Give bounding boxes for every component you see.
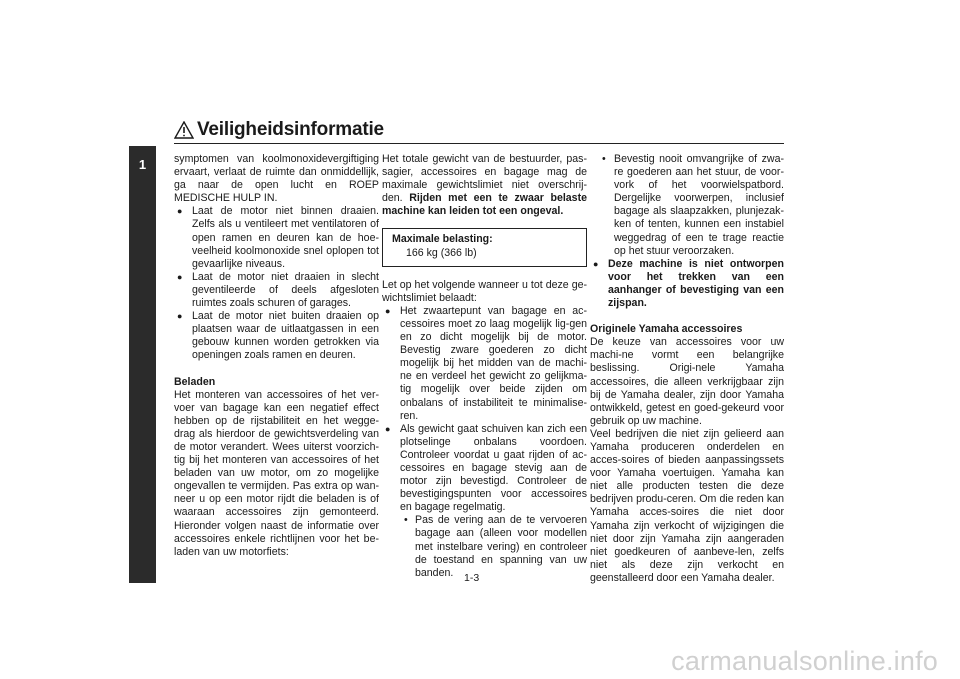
col2-lead: Let op het volgende wanneer u tot deze ge-wichtslimiet belaadt: [382,278,587,304]
section-title-beladen: Beladen [174,375,216,388]
list-item: • Bevestig nooit omvangrijke of zwa-re goederen aan het stuur, de voor-vork of het voorwielspatbord. Dergelijke voorwerpen, inclusief bagage als slaapzakken, plunjezak-ken of tenten, kunnen een instabiel weggedrag of een te trage reactie op het stuur veroorzaken. [590,153,784,258]
section-title-accessoires: Originele Yamaha accessoires [590,323,743,336]
col2-intro-warning: Rijden met een te zwaar belaste machine kan leiden tot een ongeval. [382,192,587,218]
list-item: ● Het zwaartepunt van bagage en ac-cessoires moet zo laag mogelijk lig-gen en zo dicht mogelijk bij de motor. Bevestig zware goederen zo dicht mogelijk bij het midden van de machi-ne en verdeel het gewicht zo gelijkma-tig mogelijk over beide zijden om onbalans of instabiliteit te minimalise-ren. [382,305,587,423]
list-item: ● Laat de motor niet draaien in slecht geventileerde of deels afgesloten ruimtes zoals schuren of garages. [174,271,379,310]
chapter-tab [129,146,156,583]
warning-triangle-icon [174,121,194,139]
col2-intro-text: Het totale gewicht van de bestuurder, pas-sagier, accessoires en bagage mag de maximale gewichtslimiet niet overschrij-den. [382,153,587,205]
page-number: 1-3 [464,572,480,584]
col2-bullet-list [382,305,587,515]
max-load-value: 166 kg (366 lb) [406,246,477,259]
list-item: ● Als gewicht gaat schuiven kan zich een plotselinge onbalans voordoen. Controleer voordat u gaat rijden of ac-cessoires en bagage stevig aan de motor zijn bevestigd. Controleer de bevestigingspunten voor accessoires en bagage regelmatig. [382,423,587,515]
max-load-box [382,228,587,266]
column-1 [174,153,379,559]
watermark: carmanualsonline.info [671,646,938,676]
column-3 [590,153,784,585]
col3-sub-list [590,153,784,258]
col2-intro [382,153,587,218]
col3-bullet-list [590,258,784,310]
list-item: ● Deze machine is niet ontworpen voor het trekken van een aanhanger of bevestiging van een zijspan. [590,258,784,310]
section-para-2: Veel bedrijven die niet zijn gelieerd aan Yamaha produceren onderdelen en acces-soires of bieden aanpassingssets voor Yamaha voertuigen. Yamaha kan niet alle producten testen die deze bedrijven produ-ceren. Om die reden kan Yamaha acces-soires die niet door Yamaha zijn verkocht of wijzigingen die niet door zijn Yamaha zijn aangeraden niet goedkeuren of aanbeve-len, zelfs niet als deze zijn verkocht en geenstalleerd door een Yamaha dealer. [590,427,784,584]
chapter-number: 1 [138,157,147,172]
page-header [174,118,384,142]
page-title: Veiligheidsinformatie [197,119,384,140]
list-item: ● Laat de motor niet buiten draaien op plaatsen waar de uitlaatgassen in een gebouw kunnen worden getrokken via openingen zoals ramen en deuren. [174,310,379,362]
column-2 [382,153,587,580]
section-para-1: De keuze van accessoires voor uw machi-ne vormt een belangrijke beslissing. Origi-nele Yamaha accessoires, die alleen verkrijgbaar zijn bij de Yamaha dealer, zijn door Yamaha ontwikkeld, getest en goed-gekeurd voor gebruik op uw machine. [590,336,784,427]
section-body-beladen: Het monteren van accessoires of het ver-voer van bagage kan een negatief effect hebben op de rijstabiliteit en het wegge-drag als hierdoor de gewichtsverdeling van de motor verandert. Wees uiterst voorzich-tig bij het monteren van accessoires of het beladen van uw motor, om zo mogelijke ongevallen te vermijden. Pas extra op wan-neer u op een motor rijdt die beladen is of waaraan accessoires zijn gemonteerd. Hieronder volgen naast de informatie over accessoires enkele richtlijnen voor het be-laden van uw motorfiets: [174,388,379,558]
col1-intro: symptomen van koolmonoxidevergiftiging ervaart, verlaat de ruimte dan onmiddellijk, ga naar de open lucht en ROEP MEDISCHE HULP IN. [174,153,379,205]
col1-bullet-list [174,205,379,362]
header-divider [174,143,784,144]
list-item: ● Laat de motor niet binnen draaien. Zelfs als u ventileert met ventilatoren of open ramen en deuren kan de hoe-veelheid koolmonoxide snel oplopen tot gevaarlijke niveaus. [174,205,379,270]
col2-sub-list [382,514,587,579]
list-item: • Pas de vering aan de te vervoeren bagage aan (alleen voor modellen met instelbare vering) en controleer de toestand en spanning van uw banden. [382,514,587,579]
max-load-title: Maximale belasting: [392,233,493,246]
